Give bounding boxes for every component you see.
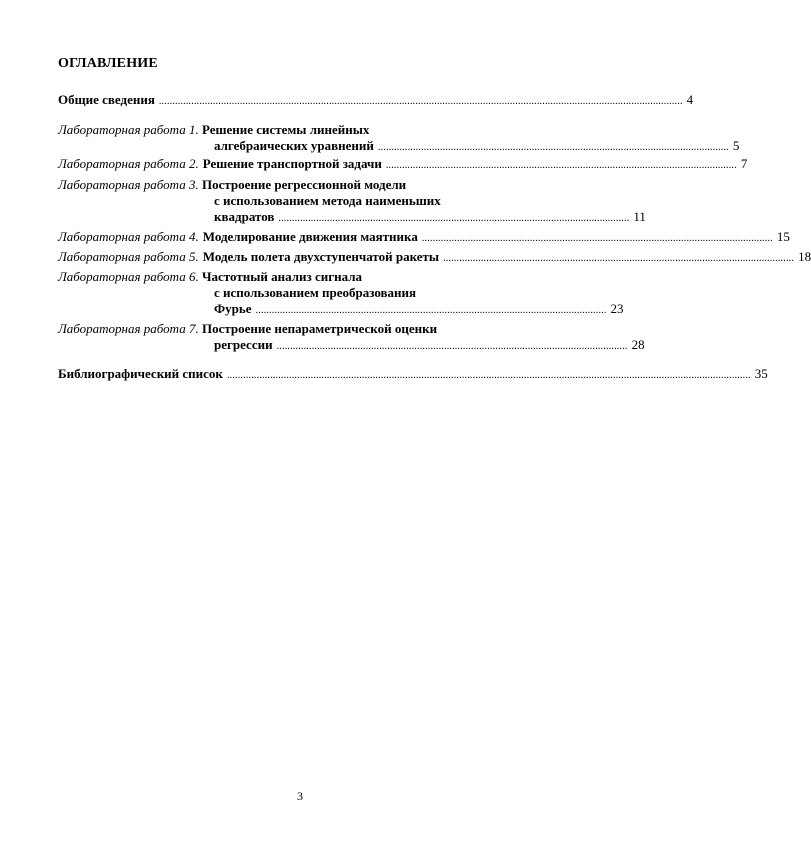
toc-lab-label: Лабораторная работа 1. bbox=[58, 122, 199, 137]
toc-entry-general[interactable] bbox=[58, 92, 694, 107]
toc-entry-lab-6-cont2 bbox=[214, 301, 624, 316]
toc-entry-text: Фурье bbox=[214, 301, 252, 316]
dot-leader: .................................................................................................................................. bbox=[278, 213, 630, 224]
toc-page-number: 18 bbox=[798, 249, 811, 264]
toc-page-number: 23 bbox=[610, 301, 624, 316]
toc-entry-text: Решение транспортной задачи bbox=[202, 156, 382, 171]
toc-entry-lab-6[interactable] bbox=[58, 269, 508, 284]
toc-page-number: 4 bbox=[686, 92, 694, 107]
toc-entry-text: Библиографический список bbox=[58, 366, 223, 381]
toc-entry-lab-4[interactable] bbox=[58, 229, 790, 244]
toc-entry-text: Общие сведения bbox=[58, 92, 155, 107]
toc-entry-bibliography[interactable] bbox=[58, 366, 768, 381]
toc-entry-text: Построение регрессионной модели bbox=[201, 177, 407, 192]
toc-entry-text: Моделирование движения маятника bbox=[202, 229, 418, 244]
toc-page-number: 5 bbox=[732, 138, 740, 153]
toc-lab-label: Лабораторная работа 3. bbox=[58, 177, 199, 192]
toc-title: ОГЛАВЛЕНИЕ bbox=[58, 56, 158, 71]
toc-page-number: 15 bbox=[776, 229, 790, 244]
dot-leader: .................................................................................................................................. bbox=[421, 233, 773, 244]
page-number: 3 bbox=[297, 789, 303, 803]
dot-leader: .................................................................................................................................................................................................. bbox=[158, 96, 683, 107]
dot-leader: .................................................................................................................................. bbox=[255, 305, 607, 316]
toc-entry-lab-7-cont bbox=[214, 337, 645, 352]
toc-lab-label: Лабораторная работа 4. bbox=[58, 229, 199, 244]
toc-entry-text: Построение непараметрической оценки bbox=[201, 321, 438, 336]
toc-lab-label: Лабораторная работа 6. bbox=[58, 269, 199, 284]
toc-entry-text: с использованием преобразования bbox=[214, 285, 417, 300]
toc-entry-lab-6-cont bbox=[214, 285, 508, 300]
dot-leader: .................................................................................................................................. bbox=[276, 341, 628, 352]
toc-lab-label: Лабораторная работа 7. bbox=[58, 321, 199, 336]
toc-entry-text: алгебраических уравнений bbox=[214, 138, 374, 153]
toc-entry-text: с использованием метода наименьших bbox=[214, 193, 441, 208]
toc-entry-lab-7[interactable] bbox=[58, 321, 508, 336]
toc-entry-text: квадратов bbox=[214, 209, 275, 224]
toc-entry-text: регрессии bbox=[214, 337, 273, 352]
toc-entry-text: Частотный анализ сигнала bbox=[201, 269, 363, 284]
toc-page-number: 11 bbox=[633, 209, 646, 224]
toc-entry-lab-1-cont bbox=[214, 138, 740, 153]
toc-entry-text: Модель полета двухступенчатой ракеты bbox=[202, 249, 440, 264]
toc-entry-lab-5[interactable] bbox=[58, 249, 811, 264]
toc-entry-lab-3-cont bbox=[214, 193, 508, 208]
toc-entry-lab-2[interactable] bbox=[58, 156, 748, 171]
dot-leader: .................................................................................................................................................................................................. bbox=[226, 370, 751, 381]
toc-entry-lab-3-cont2 bbox=[214, 209, 646, 224]
toc-entry-lab-3[interactable] bbox=[58, 177, 508, 192]
dot-leader: .................................................................................................................................. bbox=[377, 142, 729, 153]
toc-page-number: 7 bbox=[740, 156, 748, 171]
dot-leader: .................................................................................................................................. bbox=[385, 160, 737, 171]
toc-page-number: 35 bbox=[754, 366, 768, 381]
dot-leader: .................................................................................................................................. bbox=[443, 253, 795, 264]
toc-entry-lab-1[interactable] bbox=[58, 122, 508, 137]
toc-entry-text: Решение системы линейных bbox=[201, 122, 370, 137]
toc-lab-label: Лабораторная работа 2. bbox=[58, 156, 199, 171]
toc-page-number: 28 bbox=[631, 337, 645, 352]
toc-lab-label: Лабораторная работа 5. bbox=[58, 249, 199, 264]
